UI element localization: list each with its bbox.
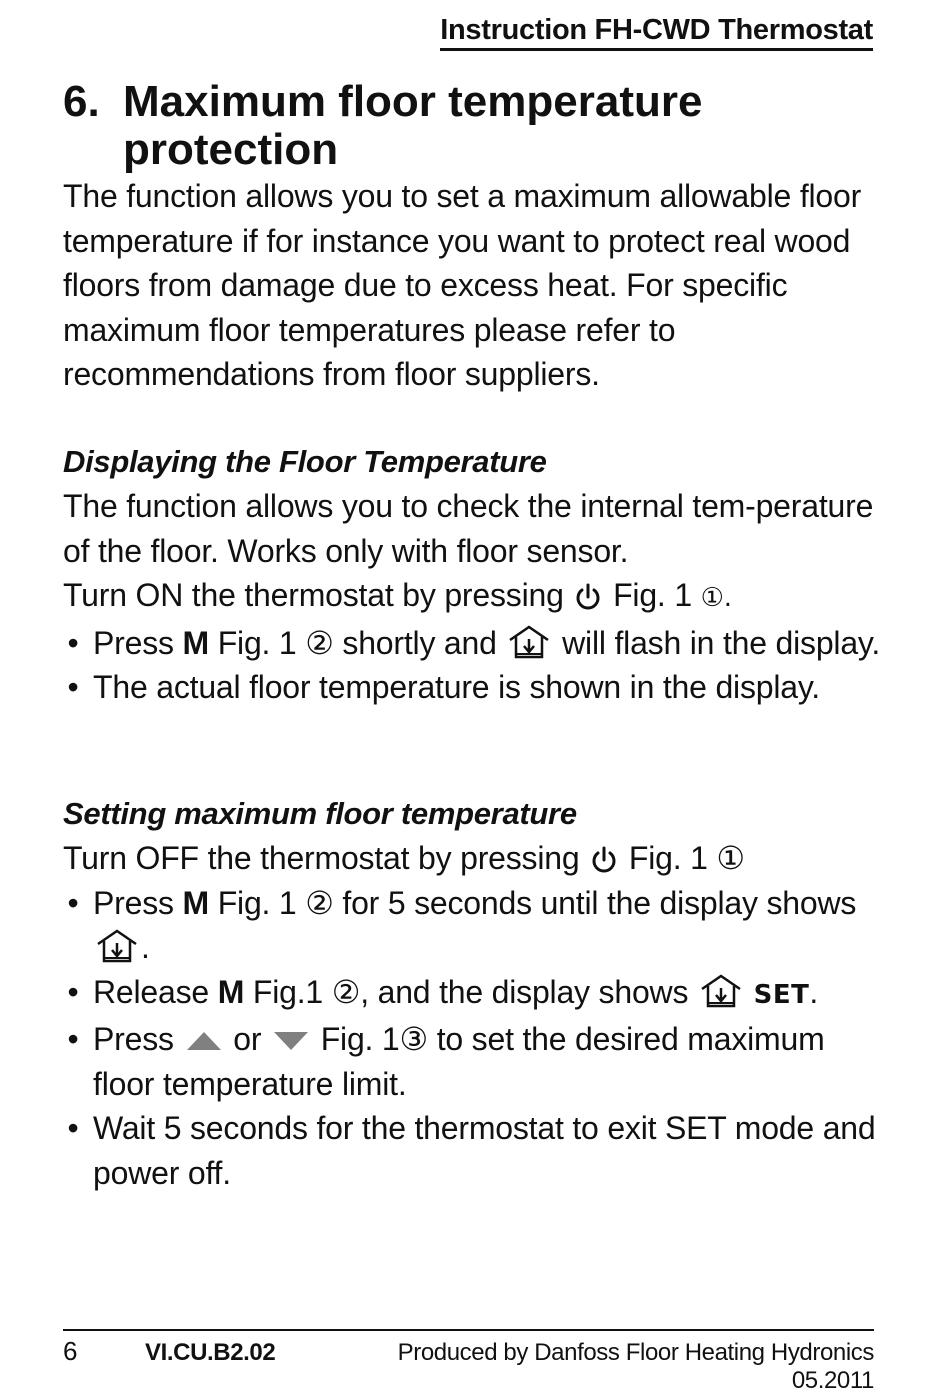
bullet-dot: •: [67, 1021, 79, 1057]
bullet-text-b: Fig. 1 ② shortly and: [217, 624, 497, 661]
house-floor-icon: [699, 973, 743, 1009]
display-paragraph: The function allows you to check the internal tem-perature of the floor. Works only with floor sensor.: [63, 488, 874, 569]
power-icon: [574, 582, 602, 612]
bullet-dot: •: [67, 669, 79, 705]
display-section: [63, 440, 893, 710]
fig-callout: ①.: [700, 583, 732, 613]
intro-paragraph: The function allows you to set a maximum allowable floor temperature if for instance you want to protect real wood floors from damage due to excess heat. For specific maximum floor temperatures please refer to recommendations from floor suppliers.: [63, 178, 862, 392]
power-icon: [590, 845, 618, 875]
document-footer: [63, 1336, 874, 1395]
footer-divider: [63, 1329, 874, 1331]
bullet-dot: •: [67, 624, 79, 661]
arrow-up-icon: [185, 1030, 223, 1052]
bullet-dot: •: [67, 1110, 79, 1146]
list-item: [63, 1106, 893, 1195]
set-display-label: SET: [753, 979, 810, 1010]
bullet-text-a: Press: [93, 884, 174, 921]
setting-section: [63, 792, 893, 1195]
producer-note: Produced by Danfoss Floor Heating Hydronics 05.2011: [397, 1339, 874, 1394]
page-number: 6: [63, 1336, 78, 1366]
setting-bullets: [63, 881, 893, 1196]
section-title-text: Maximum floor temperature protection: [123, 77, 703, 174]
section-number: 6.: [63, 77, 100, 126]
house-floor-icon: [95, 928, 139, 964]
document-code: VI.CU.B2.02: [145, 1339, 276, 1366]
bullet-dot: •: [67, 884, 79, 921]
fig-ref: Fig. 1 ①: [628, 840, 745, 876]
bullet-text-a: Press: [93, 1021, 174, 1057]
setting-heading: Setting maximum floor temperature: [63, 796, 577, 831]
bullet-text: The actual floor temperature is shown in the display.: [93, 669, 820, 705]
m-key: M: [182, 624, 209, 661]
display-turn-on-line: [63, 573, 893, 621]
turn-on-text: Turn ON the thermostat by pressing: [63, 577, 564, 613]
m-key: M: [217, 973, 245, 1010]
bullet-text-c: will flash in the display.: [562, 624, 881, 661]
list-item: [63, 970, 893, 1018]
display-bullets: [63, 621, 893, 710]
list-item: [63, 1017, 893, 1106]
bullet-text-c: Fig. 1③ to set the desired maximum floor temperature limit.: [93, 1021, 825, 1102]
list-item: [63, 621, 893, 666]
bullet-text: Wait 5 seconds for the thermostat to exit SET mode and power off.: [93, 1110, 876, 1191]
bullet-text-c: .: [141, 929, 150, 965]
house-floor-icon: [507, 624, 551, 660]
bullet-dot: •: [67, 973, 79, 1010]
document-header: Instruction FH-CWD Thermostat: [440, 14, 873, 51]
bullet-text-or: or: [233, 1021, 262, 1057]
turn-off-line: [63, 836, 893, 881]
list-item: [63, 881, 893, 970]
fig-ref: Fig. 1: [613, 577, 692, 613]
section-title: [63, 78, 893, 174]
m-key: M: [182, 884, 209, 921]
arrow-down-icon: [272, 1030, 310, 1052]
bullet-text-a: Press: [93, 624, 174, 661]
bullet-text-a: Release: [93, 973, 210, 1010]
bullet-text-c: .: [809, 973, 819, 1010]
list-item: [63, 665, 893, 710]
display-heading: Displaying the Floor Temperature: [63, 444, 547, 479]
bullet-text-b: Fig. 1 ② for 5 seconds until the display shows: [217, 884, 857, 921]
turn-off-text: Turn OFF the thermostat by pressing: [63, 840, 580, 876]
bullet-text-b: Fig.1 ②, and the display shows: [252, 973, 689, 1010]
